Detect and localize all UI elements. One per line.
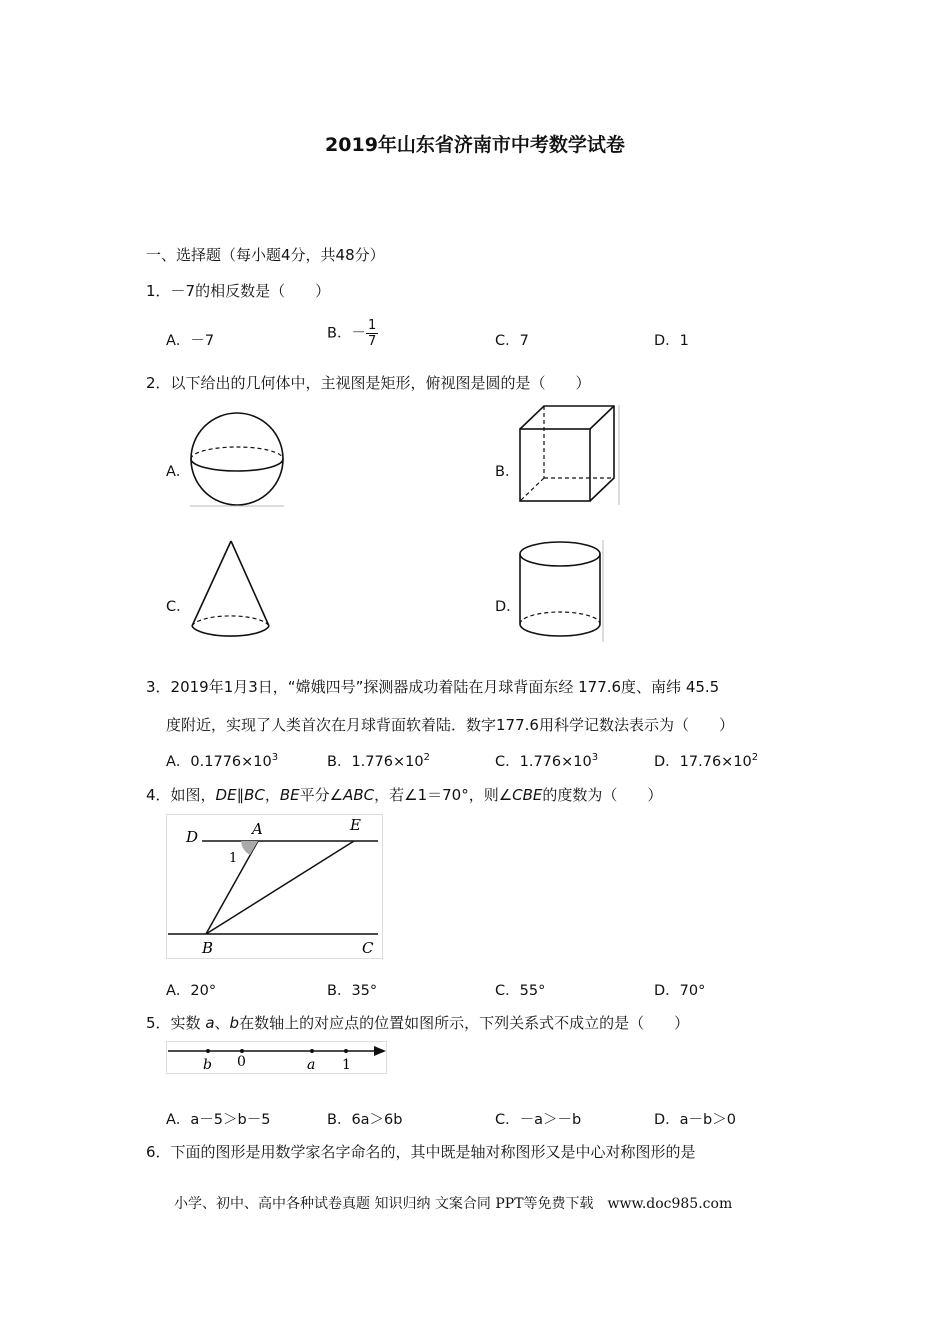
section-heading: 一、选择题（每小题4分，共48分）: [146, 246, 385, 264]
q4-angle-abc: ABC: [343, 786, 375, 804]
q4-text: ，: [264, 786, 280, 804]
numberline-label-b: b: [203, 1057, 212, 1073]
q4-text: ，若∠1＝70°，则∠: [374, 786, 513, 804]
q3-c-exponent: 3: [591, 752, 599, 764]
fraction-denominator: 7: [367, 334, 377, 349]
q3-a-base: A．0.1776×10: [166, 754, 272, 770]
question-3-line2: 度附近，实现了人类首次在月球背面软着陆．数字177.6用科学记数法表示为（ ）: [166, 716, 734, 734]
q2-option-d: D．: [495, 599, 521, 615]
q3-b-exponent: 2: [423, 752, 430, 764]
cone-figure: [188, 538, 274, 644]
q4-text: 平分∠: [299, 786, 344, 804]
q1-option-a: A．－7: [166, 333, 215, 349]
q5-text: 在数轴上的对应点的位置如图所示，下列关系式不成立的是（ ）: [239, 1014, 690, 1032]
q4-option-b: B．35°: [327, 983, 378, 999]
q4-segment-be: BE: [279, 786, 300, 804]
q5-var-b: b: [229, 1014, 240, 1032]
label-b: B: [202, 939, 214, 957]
q5-option-d: D．a－b＞0: [654, 1112, 736, 1128]
q1-option-b-prefix: B．－: [327, 325, 366, 342]
question-2-stem: 2．以下给出的几何体中，主视图是矩形，俯视图是圆的是（ ）: [146, 374, 591, 392]
question-5-stem: [146, 1014, 689, 1032]
q5-text: 、: [214, 1014, 230, 1032]
q5-text: 5．实数: [146, 1014, 206, 1032]
fraction-numerator: 1: [367, 318, 377, 333]
label-e: E: [350, 816, 361, 834]
q3-c-base: C．1.776×10: [495, 754, 592, 770]
q4-option-a: A．20°: [166, 983, 217, 999]
q3-option-b: [327, 750, 430, 771]
q1-fraction: [366, 318, 378, 349]
number-line-figure: [166, 1041, 388, 1075]
numberline-label-zero: 0: [237, 1054, 246, 1070]
q3-option-d: [654, 750, 758, 771]
numberline-label-one: 1: [342, 1057, 351, 1073]
q4-option-d: D．70°: [654, 983, 706, 999]
q4-option-c: C．55°: [495, 983, 546, 999]
q1-option-d: D．1: [654, 333, 689, 349]
q2-option-c: C．: [166, 599, 191, 615]
q3-b-base: B．1.776×10: [327, 754, 424, 770]
q3-a-exponent: 3: [271, 752, 279, 764]
q3-option-c: [495, 750, 598, 771]
label-c: C: [362, 939, 374, 957]
q1-option-c: C．7: [495, 333, 529, 349]
question-1-stem: 1．－7的相反数是（ ）: [146, 282, 331, 300]
q3-d-base: D．17.76×10: [654, 754, 752, 770]
label-a: A: [252, 820, 263, 838]
q5-option-a: A．a－5＞b－5: [166, 1112, 271, 1128]
question-6-stem: 6．下面的图形是用数学家名字命名的，其中既是轴对称图形又是中心对称图形的是: [146, 1143, 696, 1161]
sphere-figure: [188, 410, 286, 508]
q5-option-c: C．－a＞－b: [495, 1112, 582, 1128]
question-4-stem: [146, 786, 662, 804]
label-d: D: [186, 828, 199, 846]
q5-var-a: a: [205, 1014, 215, 1032]
q4-angle-cbe: CBE: [512, 786, 543, 804]
q3-option-a: [166, 750, 278, 771]
cylinder-figure: [516, 538, 606, 644]
question-3-line1: 3．2019年1月3日，“嫦娥四号”探测器成功着陆在月球背面东经 177.6度、南纬 45.5: [146, 678, 720, 696]
numberline-label-a: a: [307, 1057, 316, 1073]
q3-d-exponent: 2: [751, 752, 759, 764]
q1-option-b: [327, 318, 378, 349]
q5-option-b: B．6a＞6b: [327, 1112, 403, 1128]
parallel-lines-figure: [166, 814, 384, 960]
q4-text: 的度数为（ ）: [542, 786, 663, 804]
q4-parallel-lines: DE∥BC: [215, 786, 265, 804]
q2-option-a: A．: [166, 464, 191, 480]
footer-text: 小学、初中、高中各种试卷真题 知识归纳 文案合同 PPT等免费下载 www.doc985.com: [174, 1196, 733, 1212]
q4-text: 4．如图，: [146, 786, 216, 804]
page-title: 2019年山东省济南市中考数学试卷: [325, 134, 625, 156]
q2-option-b: B．: [495, 464, 520, 480]
cube-figure: [516, 403, 622, 507]
label-angle-1: 1: [229, 851, 238, 866]
